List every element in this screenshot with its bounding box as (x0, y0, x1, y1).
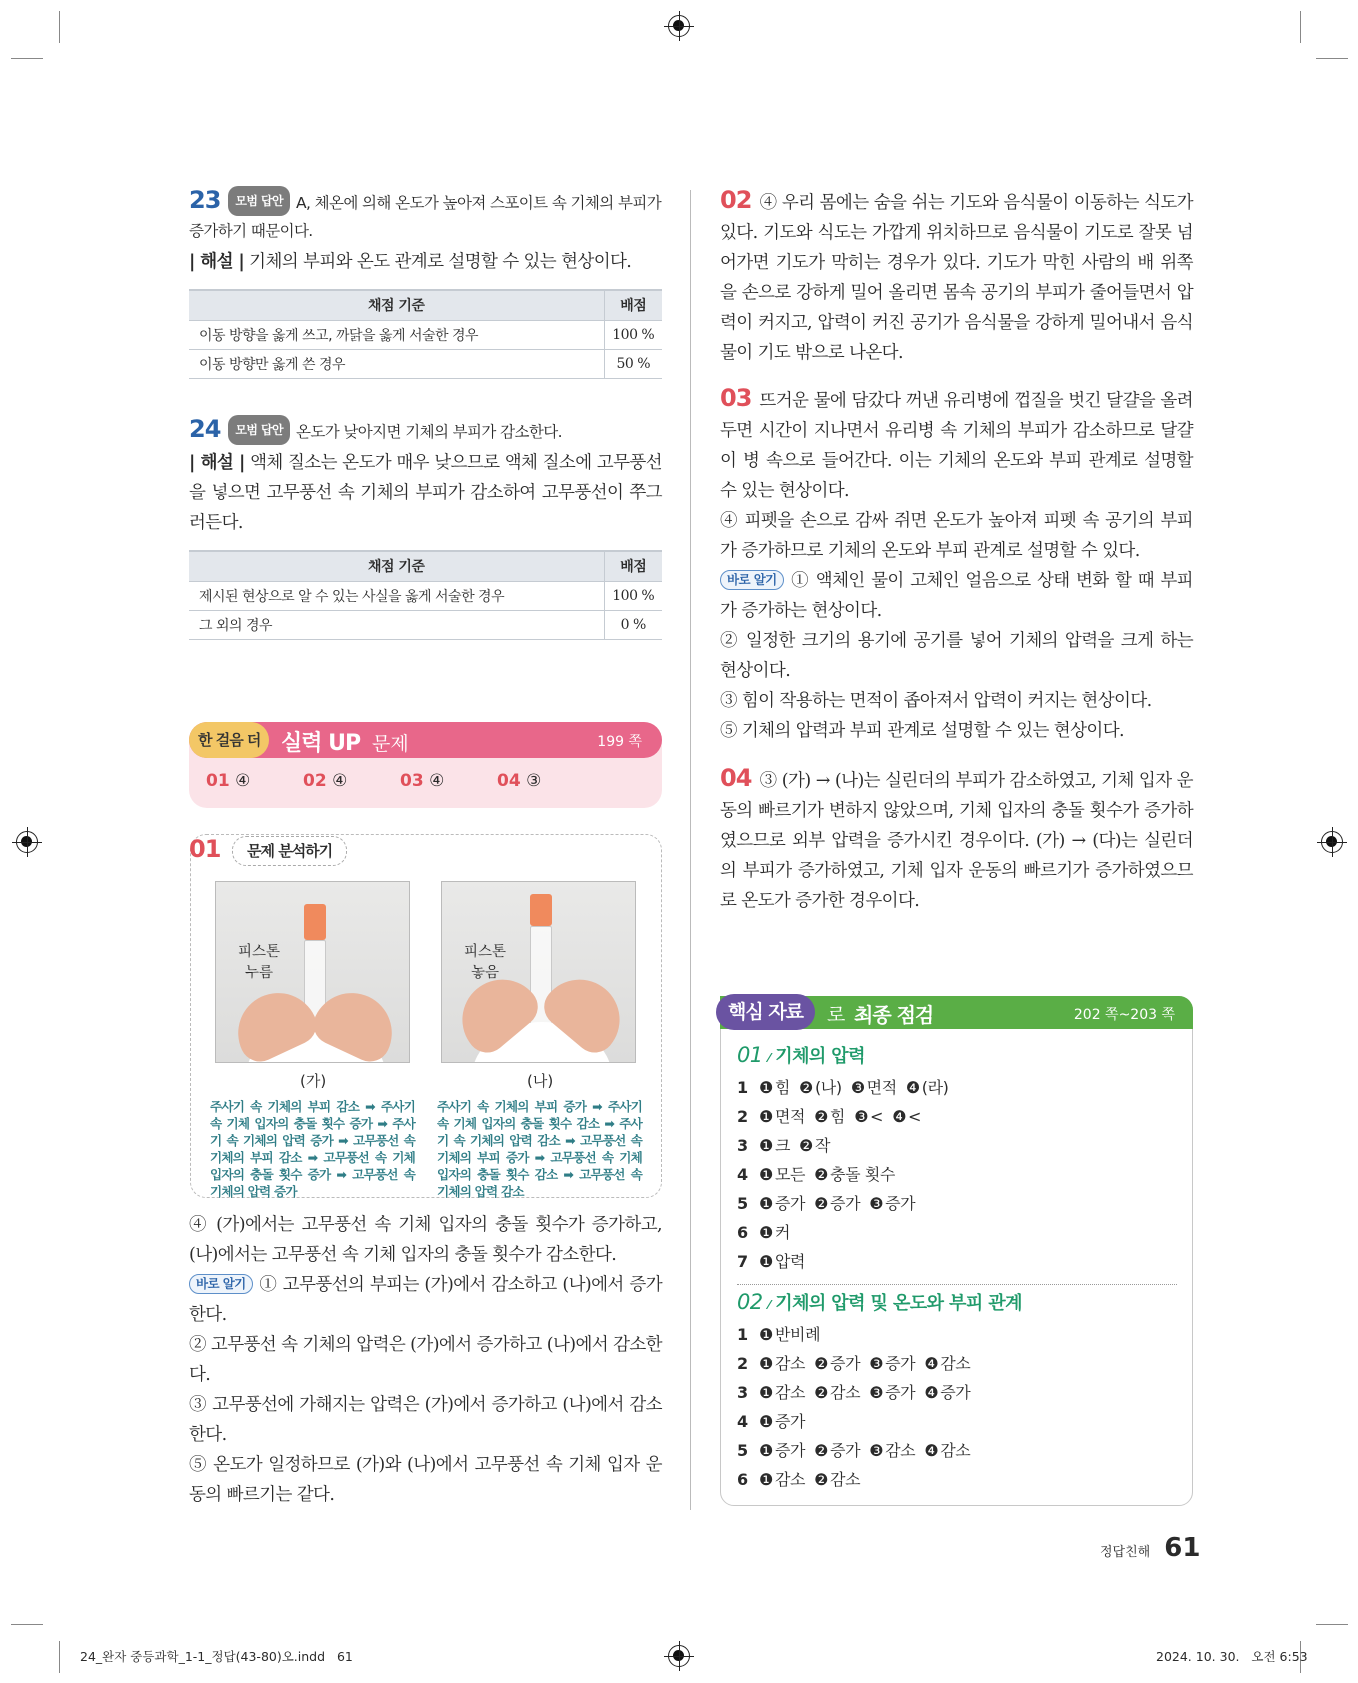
banner-title-rest: 문제 (372, 733, 409, 755)
blank-marker: ❶ (759, 1223, 773, 1242)
table-header: 채점 기준 (189, 551, 604, 581)
answer-choice: ④ (235, 771, 251, 791)
answer-number: 02 (303, 771, 327, 791)
blank-answer: 반비례 (774, 1325, 821, 1344)
item-number: 4 (737, 1412, 748, 1431)
label-line: 놓음 (471, 965, 500, 981)
question-number: 04 (720, 764, 752, 792)
explanation-text: ④ (가)에서는 고무풍선 속 기체 입자의 충돌 횟수가 증가하고, (나)에서는 고무풍선 속 기체 입자의 충돌 횟수가 감소한다. (189, 1215, 662, 1265)
blank-answer: (나) (814, 1078, 842, 1097)
blank-marker: ❸ (869, 1383, 884, 1402)
item-number: 6 (737, 1223, 748, 1242)
blank-marker: ❹ (924, 1383, 939, 1402)
tip-text: ① 액체인 물이 고체인 얼음으로 상태 변화 할 때 부피가 증가하는 현상이다. (720, 571, 1193, 621)
blank-answer: 충돌 횟수 (830, 1165, 895, 1184)
blank-marker: ❹ (892, 1107, 907, 1126)
blank-marker: ❶ (759, 1107, 773, 1126)
blank-answer: 모든 (774, 1165, 806, 1184)
review-item (737, 1218, 1177, 1247)
blank-answer: 면적 (866, 1078, 897, 1097)
blank-answer: 힘 (830, 1107, 846, 1126)
blank-marker: ❹ (905, 1078, 920, 1097)
flow-text-released: 주사기 속 기체의 부피 증가 ➡ 주사기 속 기체 입자의 충돌 횟수 감소 ➡ 주사기 속 기체의 압력 감소 ➡ 고무풍선 속 기체의 부피 증가 ➡ 고무풍선 속 기체 입자의 충돌 횟수 감소 ➡ 고무풍선 속 기체의 압력 감소 (437, 1099, 642, 1199)
label-line: 피스톤 (238, 944, 281, 960)
section-title: 기체의 압력 (775, 1046, 865, 1067)
blank-answer: 증가 (885, 1383, 916, 1402)
table-header: 배점 (604, 551, 662, 581)
label-line: 누름 (245, 965, 274, 981)
blank-answer: 증가 (774, 1412, 806, 1431)
quick-check-badge: 바로 알기 (189, 1274, 253, 1294)
tip-text: ② 일정한 크기의 용기에 공기를 넣어 기체의 압력을 크게 하는 현상이다. (720, 631, 1193, 681)
banner-page: 199 쪽 (597, 734, 642, 750)
answer-choice: ④ (332, 771, 348, 791)
blank-marker: ❶ (759, 1078, 773, 1097)
review-item (737, 1160, 1177, 1189)
blank-answer: 작 (814, 1136, 831, 1155)
table-header: 배점 (604, 290, 662, 320)
blank-marker: ❷ (814, 1107, 829, 1126)
grading-table (189, 289, 662, 379)
flow-text-pressed: 주사기 속 기체의 부피 감소 ➡ 주사기 속 기체 입자의 충돌 횟수 증가 ➡ 주사기 속 기체의 압력 증가 ➡ 고무풍선 속 기체의 부피 감소 ➡ 고무풍선 속 기체 입자의 충돌 횟수 증가 ➡ 고무풍선 속 기체의 압력 증가 (210, 1099, 415, 1199)
item-number: 2 (737, 1107, 748, 1126)
crop-mark (11, 1624, 43, 1625)
review-item (737, 1436, 1177, 1465)
tip-text: ③ 힘이 작용하는 면적이 좁아져서 압력이 커지는 현상이다. (720, 691, 1152, 711)
blank-marker: ❹ (924, 1354, 939, 1373)
blank-answer: 증가 (830, 1441, 861, 1460)
table-row (189, 320, 662, 349)
item-number: 3 (737, 1136, 748, 1155)
blank-marker: ❸ (854, 1107, 869, 1126)
blank-answer: 감소 (774, 1470, 806, 1489)
blank-answer: 감소 (774, 1383, 806, 1402)
review-item (737, 1465, 1177, 1494)
registration-mark-icon (668, 1645, 690, 1667)
model-answer-badge: 모범 답안 (228, 415, 290, 445)
review-pages: 202 쪽~203 쪽 (1073, 1007, 1175, 1023)
question-number: 03 (720, 384, 752, 412)
tip-text: ⑤ 기체의 압력과 부피 관계로 설명할 수 있는 현상이다. (720, 721, 1124, 741)
blank-marker: ❶ (759, 1252, 773, 1271)
table-row (189, 581, 662, 610)
answer-item (400, 771, 497, 791)
review-item (737, 1349, 1177, 1378)
criterion: 제시된 현상으로 알 수 있는 사실을 옳게 서술한 경우 (189, 581, 604, 610)
review-item (737, 1131, 1177, 1160)
table-row (189, 610, 662, 639)
tip-text: ③ 고무풍선에 가해지는 압력은 (가)에서 증가하고 (나)에서 감소한다. (189, 1395, 662, 1445)
item-number: 5 (737, 1194, 748, 1213)
review-title: 최종 점검 (854, 1003, 934, 1027)
item-number: 5 (737, 1441, 748, 1460)
blank-marker: ❷ (814, 1165, 829, 1184)
registration-mark-icon (1321, 831, 1343, 853)
blank-marker: ❶ (759, 1470, 773, 1489)
answer-number: 04 (497, 771, 521, 791)
syringe-photo-released (441, 881, 636, 1063)
blank-answer: 감소 (940, 1354, 971, 1373)
review-section-title (737, 1287, 1177, 1320)
skill-up-banner (189, 722, 662, 758)
blank-marker: ❷ (814, 1194, 829, 1213)
item-number: 2 (737, 1354, 748, 1373)
blank-marker: ❹ (924, 1441, 939, 1460)
page-number: 61 (1164, 1533, 1201, 1563)
crop-mark (1300, 11, 1301, 43)
explanation-label: | 해설 | (189, 252, 245, 272)
tip-text: ② 고무풍선 속 기체의 압력은 (가)에서 증가하고 (나)에서 감소한다. (189, 1335, 662, 1385)
check-mark-icon: ⁄ (768, 1298, 770, 1312)
panel-caption: (나) (527, 1072, 554, 1090)
score: 100 % (604, 320, 662, 349)
syringe-plunger (304, 904, 326, 940)
blank-answer: 크 (774, 1136, 791, 1155)
table-row (189, 349, 662, 378)
blank-answer: < (870, 1107, 884, 1126)
blank-marker: ❶ (759, 1136, 773, 1155)
piston-label (464, 942, 506, 984)
crop-mark (59, 11, 60, 43)
blank-marker: ❶ (759, 1354, 773, 1373)
blank-marker: ❷ (799, 1078, 813, 1097)
blank-marker: ❷ (814, 1383, 829, 1402)
item-number: 1 (737, 1078, 748, 1097)
review-item (737, 1407, 1177, 1436)
review-item (737, 1102, 1177, 1131)
blank-answer: 증가 (885, 1354, 916, 1373)
question-number: 24 (189, 415, 221, 443)
section-number: 02 (737, 1290, 763, 1314)
registration-mark-icon (16, 831, 38, 853)
item-number: 1 (737, 1325, 748, 1344)
file-info: 24_완자 중등과학_1-1_정답(43-80)오.indd 61 (80, 1649, 353, 1664)
answer-choice: ④ (429, 771, 445, 791)
blank-marker: ❸ (850, 1078, 865, 1097)
blank-marker: ❶ (759, 1194, 773, 1213)
question-02 (720, 185, 1193, 368)
blank-answer: 증가 (885, 1194, 916, 1213)
score: 50 % (604, 349, 662, 378)
blank-marker: ❶ (759, 1165, 773, 1184)
review-list (737, 1040, 1177, 1494)
answer-text: ④ 우리 몸에는 숨을 쉬는 기도와 음식물이 이동하는 식도가 있다. 기도와 식도는 가깝게 위치하므로 음식물이 기도로 잘못 넘어가면 기도가 막히는 경우가 있다. 기도가 막힌 사람의 배 위쪽을 손으로 강하게 밀어 올리면 몸속 공기의 부피가 줄어들면서 압력이 커지고, 압력이 커진 공기가 음식물을 강하게 밀어내서 음식물이 기도 밖으로 나온다. (720, 193, 1193, 363)
quick-check-badge: 바로 알기 (720, 570, 784, 590)
review-item (737, 1320, 1177, 1349)
blank-marker: ❷ (814, 1441, 829, 1460)
review-section-title (737, 1040, 1177, 1073)
question-23 (189, 186, 662, 379)
answer-choice: ③ (526, 771, 542, 791)
crop-mark (59, 1641, 60, 1673)
blank-marker: ❷ (814, 1354, 829, 1373)
column-divider (690, 190, 691, 1510)
blank-marker: ❸ (869, 1354, 884, 1373)
blank-marker: ❶ (759, 1383, 773, 1402)
blank-marker: ❷ (814, 1470, 829, 1489)
model-answer: 온도가 낮아지면 기체의 부피가 감소한다. (295, 423, 562, 441)
review-tag: 핵심 자료 (716, 994, 815, 1030)
running-footer (1100, 1533, 1200, 1563)
answer-list (206, 771, 594, 791)
tip-text: ⑤ 온도가 일정하므로 (가)와 (나)에서 고무풍선 속 기체 입자 운동의 빠르기는 같다. (189, 1455, 662, 1505)
score: 0 % (604, 610, 662, 639)
tip-text: ① 고무풍선의 부피는 (가)에서 감소하고 (나)에서 증가한다. (189, 1275, 662, 1325)
blank-answer: 감소 (940, 1441, 971, 1460)
grading-table (189, 550, 662, 640)
answer-number: 01 (206, 771, 230, 791)
crop-mark (1316, 58, 1348, 59)
blank-answer: 감소 (830, 1383, 861, 1402)
crop-mark (11, 58, 43, 59)
review-item (737, 1073, 1177, 1102)
blank-answer: 면적 (774, 1107, 806, 1126)
answer-text: ④ 피펫을 손으로 감싸 쥐면 온도가 높아져 피펫 속 공기의 부피가 증가하므로 기체의 온도와 부피 관계로 설명할 수 있다. (720, 511, 1193, 561)
answer-item (497, 771, 594, 791)
criterion: 이동 방향을 옳게 쓰고, 까닭을 옳게 서술한 경우 (189, 320, 604, 349)
registration-mark-icon (668, 15, 690, 37)
answer-item (303, 771, 400, 791)
blank-answer: < (908, 1107, 922, 1126)
analysis-explanation (189, 1210, 662, 1510)
syringe-plunger (530, 894, 552, 926)
blank-answer: 증가 (830, 1354, 861, 1373)
blank-answer: 커 (774, 1223, 791, 1242)
blank-answer: 증가 (774, 1441, 806, 1460)
model-answer-badge: 모범 답안 (228, 186, 290, 216)
analysis-label: 문제 분석하기 (232, 836, 347, 866)
banner-tag: 한 걸음 더 (189, 722, 269, 758)
syringe-photo-pressed (215, 881, 410, 1063)
score: 100 % (604, 581, 662, 610)
explanation-text: 기체의 부피와 온도 관계로 설명할 수 있는 현상이다. (249, 252, 632, 272)
review-item (737, 1189, 1177, 1218)
question-number: 23 (189, 186, 221, 214)
criterion: 그 외의 경우 (189, 610, 604, 639)
question-24 (189, 415, 662, 640)
review-item (737, 1247, 1177, 1276)
item-number: 7 (737, 1252, 748, 1271)
blank-answer: 감소 (830, 1470, 861, 1489)
blank-marker: ❷ (799, 1136, 813, 1155)
section-label: 정답친해 (1100, 1545, 1151, 1560)
review-item (737, 1378, 1177, 1407)
final-review-header (720, 996, 1193, 1029)
blank-answer: 증가 (774, 1194, 806, 1213)
blank-marker: ❶ (759, 1412, 773, 1431)
blank-answer: 증가 (940, 1383, 971, 1402)
blank-answer: 증가 (830, 1194, 861, 1213)
model-answer: A, 체온에 의해 온도가 높아져 스포이트 속 기체의 부피가 증가하기 때문이다. (189, 194, 662, 240)
panel-caption: (가) (300, 1072, 327, 1090)
divider (737, 1284, 1177, 1285)
blank-answer: 압력 (774, 1252, 806, 1271)
review-title-particle: 로 (827, 1004, 846, 1026)
blank-marker: ❶ (759, 1441, 773, 1460)
explanation-text: 액체 질소는 온도가 매우 낮으므로 액체 질소에 고무풍선을 넣으면 고무풍선 속 기체의 부피가 감소하여 고무풍선이 쭈그러든다. (189, 453, 662, 533)
question-number: 01 (189, 835, 221, 863)
question-03 (720, 383, 1193, 746)
table-header: 채점 기준 (189, 290, 604, 320)
blank-marker: ❸ (869, 1441, 884, 1460)
check-mark-icon: ⁄ (768, 1051, 770, 1065)
blank-marker: ❸ (869, 1194, 884, 1213)
piston-label (238, 942, 280, 984)
question-04 (720, 763, 1193, 916)
print-timestamp: 2024. 10. 30. 오전 6:53 (1156, 1649, 1308, 1664)
banner-title: 실력 UP (281, 731, 361, 756)
label-line: 피스톤 (464, 944, 507, 960)
section-number: 01 (737, 1043, 763, 1067)
criterion: 이동 방향만 옳게 쓴 경우 (189, 349, 604, 378)
blank-answer: 감소 (885, 1441, 916, 1460)
answer-number: 03 (400, 771, 424, 791)
answer-text: 뜨거운 물에 담갔다 꺼낸 유리병에 껍질을 벗긴 달걀을 올려두면 시간이 지나면서 유리병 속 기체의 부피가 감소하므로 달걀이 병 속으로 들어간다. 이는 기체의 온도와 부피 관계로 설명할 수 있는 현상이다. (720, 391, 1193, 501)
blank-answer: (라) (921, 1078, 949, 1097)
blank-marker: ❶ (759, 1325, 773, 1344)
explanation-label: | 해설 | (189, 453, 245, 473)
item-number: 3 (737, 1383, 748, 1402)
answer-item (206, 771, 303, 791)
question-number: 02 (720, 186, 752, 214)
item-number: 4 (737, 1165, 748, 1184)
item-number: 6 (737, 1470, 748, 1489)
blank-answer: 감소 (774, 1354, 806, 1373)
section-title: 기체의 압력 및 온도와 부피 관계 (775, 1293, 1022, 1314)
crop-mark (1316, 1624, 1348, 1625)
blank-answer: 힘 (774, 1078, 791, 1097)
answer-text: ③ (가) → (나)는 실린더의 부피가 감소하였고, 기체 입자 운동의 빠르기가 변하지 않았으며, 기체 입자의 충돌 횟수가 증가하였으므로 외부 압력을 증가시킨 경우이다. (가) → (다)는 실린더의 부피가 증가하였고, 기체 입자 운동의 빠르기가 증가하였으므로 온도가 증가한 경우이다. (720, 771, 1193, 911)
